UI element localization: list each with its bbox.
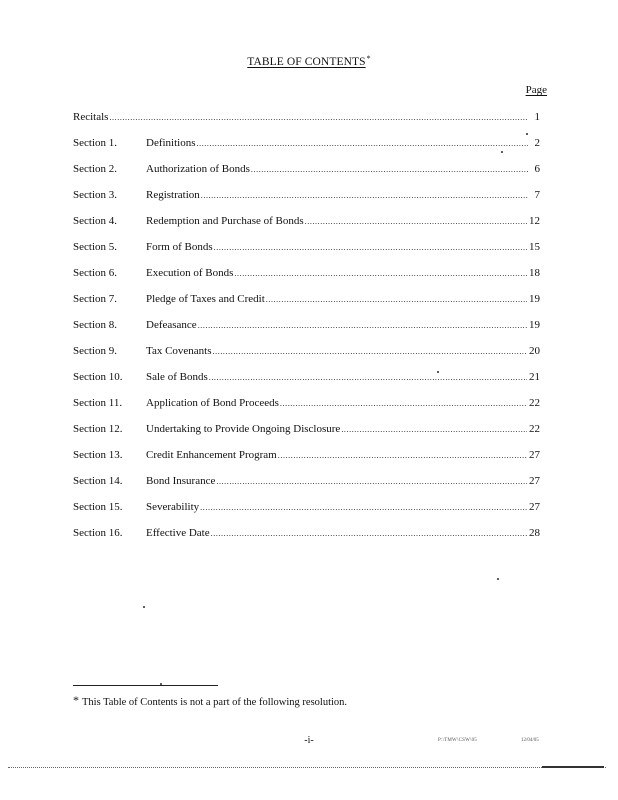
- toc-section-number: Section 5.: [73, 241, 117, 253]
- toc-entry: [73, 214, 540, 240]
- toc-page-number: 7: [534, 189, 540, 201]
- toc-section-number: Section 9.: [73, 345, 117, 357]
- toc-entry-title: Definitions: [146, 137, 196, 149]
- toc-title: [0, 54, 618, 68]
- toc-section-number: Section 12.: [73, 423, 123, 435]
- toc-entry: [73, 188, 540, 214]
- scan-artifact-bar: [542, 766, 604, 768]
- toc-entry: [73, 396, 540, 422]
- toc-section-number: Section 10.: [73, 371, 123, 383]
- toc-dot-leader: [214, 241, 527, 255]
- toc-entry-title: Sale of Bonds: [146, 371, 208, 383]
- toc-entry: [73, 344, 540, 370]
- document-date: 12/04/05: [521, 738, 539, 743]
- toc-page-number: 18: [529, 267, 540, 279]
- toc-entry-title: Tax Covenants: [146, 345, 212, 357]
- toc-entry: [73, 526, 540, 552]
- toc-page-number: 19: [529, 319, 540, 331]
- toc-section-number: Section 6.: [73, 267, 117, 279]
- toc-entry-title: Effective Date: [146, 527, 210, 539]
- toc-entry: [73, 500, 540, 526]
- toc-page-number: 20: [529, 345, 540, 357]
- toc-title-text: TABLE OF CONTENTS: [247, 56, 366, 68]
- toc-dot-leader: [216, 475, 527, 489]
- toc-title-footnote-mark: *: [366, 54, 371, 63]
- toc-page-number: 12: [529, 215, 540, 227]
- toc-dot-leader: [341, 423, 527, 437]
- toc-dot-leader: [305, 215, 527, 229]
- toc-section-number: Section 8.: [73, 319, 117, 331]
- toc-entry: [73, 422, 540, 448]
- toc-entry-title: Application of Bond Proceeds: [146, 397, 279, 409]
- toc-entry-title: Severability: [146, 501, 200, 513]
- toc-page-number: 27: [529, 475, 540, 487]
- toc-entry-title: Execution of Bonds: [146, 267, 234, 279]
- toc-entry-title: Form of Bonds: [146, 241, 213, 253]
- toc-entry-title: Registration: [146, 189, 200, 201]
- toc-dot-leader: [209, 371, 527, 385]
- toc-dot-leader: [213, 345, 527, 359]
- toc-section-number: Section 4.: [73, 215, 117, 227]
- toc-entry: [73, 136, 540, 162]
- document-id: P:\TMW\CSW\05: [438, 738, 477, 743]
- toc-dot-leader: [266, 293, 527, 307]
- scan-speck: [501, 151, 503, 153]
- toc-entry: [73, 162, 540, 188]
- toc-entry-title: Redemption and Purchase of Bonds: [146, 215, 304, 227]
- toc-entry-title: Bond Insurance: [146, 475, 216, 487]
- toc-section-number: Section 15.: [73, 501, 123, 513]
- toc-entry: [73, 266, 540, 292]
- toc-section-number: Section 16.: [73, 527, 123, 539]
- toc-section-number: Section 13.: [73, 449, 123, 461]
- toc-page-number: 22: [529, 397, 540, 409]
- toc-page-number: 21: [529, 371, 540, 383]
- scan-speck: [526, 133, 528, 135]
- toc-page-number: 22: [529, 423, 540, 435]
- scan-speck: [497, 578, 499, 580]
- toc-dot-leader: [251, 163, 528, 177]
- scan-speck: [437, 371, 439, 373]
- toc-entry: [73, 448, 540, 474]
- scan-speck: [143, 606, 145, 608]
- toc-entry-title: Recitals: [73, 111, 109, 123]
- footnote-text: This Table of Contents is not a part of the following resolution.: [82, 697, 348, 708]
- toc-dot-leader: [201, 189, 528, 203]
- toc-dot-leader: [278, 449, 527, 463]
- toc-dot-leader: [234, 267, 527, 281]
- toc-page-number: 27: [529, 501, 540, 513]
- toc-entry-title: Defeasance: [146, 319, 197, 331]
- toc-entry-title: Pledge of Taxes and Credit: [146, 293, 265, 305]
- toc-section-number: Section 14.: [73, 475, 123, 487]
- toc-entry: [73, 110, 540, 136]
- toc-section-number: Section 7.: [73, 293, 117, 305]
- toc-dot-leader: [200, 501, 527, 515]
- toc-entry-title: Authorization of Bonds: [146, 163, 250, 175]
- toc-entry: [73, 318, 540, 344]
- toc-section-number: Section 1.: [73, 137, 117, 149]
- toc-section-number: Section 3.: [73, 189, 117, 201]
- toc-dot-leader: [197, 137, 529, 151]
- toc-section-number: Section 2.: [73, 163, 117, 175]
- toc-page-number: 6: [534, 163, 540, 175]
- toc-page-number: 2: [534, 137, 540, 149]
- toc-entry-title: Credit Enhancement Program: [146, 449, 277, 461]
- toc-page-number: 15: [529, 241, 540, 253]
- toc-entry: [73, 370, 540, 396]
- scan-artifact-line: [8, 767, 606, 768]
- toc-page-number: 1: [534, 111, 540, 123]
- footnote-rule: [73, 685, 218, 686]
- toc-entry-title: Undertaking to Provide Ongoing Disclosure: [146, 423, 341, 435]
- scan-speck: [160, 683, 162, 685]
- toc-entry: [73, 292, 540, 318]
- toc-dot-leader: [109, 111, 528, 125]
- toc-page-number: 27: [529, 449, 540, 461]
- toc-entry: [73, 240, 540, 266]
- page-column-header: Page: [525, 84, 547, 96]
- footnote: [73, 693, 347, 708]
- footnote-mark: *: [73, 693, 79, 707]
- toc-page-number: 19: [529, 293, 540, 305]
- toc-list: [73, 110, 540, 552]
- toc-entry: [73, 474, 540, 500]
- toc-section-number: Section 11.: [73, 397, 123, 409]
- toc-dot-leader: [211, 527, 527, 541]
- toc-dot-leader: [280, 397, 527, 411]
- page-number: -i-: [304, 735, 314, 746]
- toc-page-number: 28: [529, 527, 540, 539]
- toc-dot-leader: [198, 319, 527, 333]
